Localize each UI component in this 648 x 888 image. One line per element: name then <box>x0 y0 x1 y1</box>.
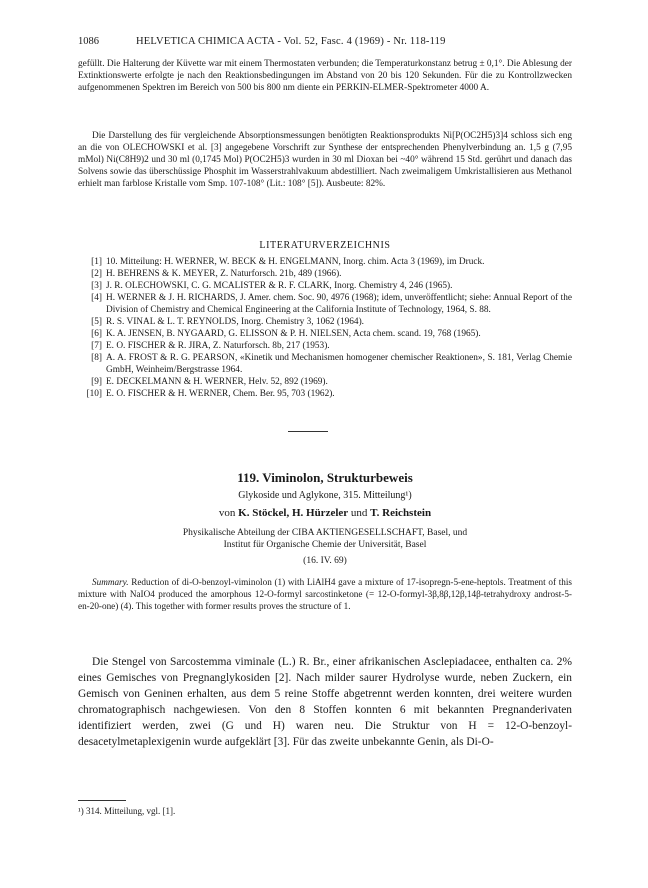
summary-label: Summary. <box>92 577 129 587</box>
reference-list <box>78 256 572 400</box>
article-title: 119. Viminolon, Strukturbeweis <box>237 470 413 485</box>
reference-text: J. R. OLECHOWSKI, C. G. MCALISTER & R. F. CLARK, Inorg. Chemistry 4, 246 (1965). <box>106 281 453 291</box>
reference-text: 10. Mitteilung: H. WERNER, W. BECK & H. ENGELMANN, Inorg. chim. Acta 3 (1969), im Druck. <box>106 257 485 267</box>
summary-text: Reduction of di-O-benzoyl-viminolon (1) with LiAlH4 gave a mixture of 17-isopregn-5-ene-heptols. Treatment of this mixture with NaIO4 produced the amorphous 12-O-formyl sarcostinketone (= 12-O-formyl-3β,8β,12β,14β-tetrahydroxy androst-5-en-20-one) (4). This together with former results proves the structure of 1. <box>78 577 572 611</box>
affiliation-line: Institut für Organische Chemie der Universität, Basel <box>223 540 427 550</box>
reference-item <box>78 340 572 352</box>
reference-item <box>78 256 572 268</box>
article-subtitle: Glykoside und Aglykone, 315. Mitteilung¹) <box>238 490 412 501</box>
summary <box>78 576 572 612</box>
reference-number: [4] <box>91 293 102 303</box>
page-number: 1086 <box>78 36 99 47</box>
reference-text: H. WERNER & J. H. RICHARDS, J. Amer. chem. Soc. 90, 4976 (1968); idem, unveröffentlicht; siehe: Annual Report of the Division of Chemistry and Chemical Engineering at the California Institute of Technology, 1964, S. 88. <box>106 293 572 315</box>
reference-item <box>78 328 572 340</box>
reference-number: [2] <box>91 269 102 279</box>
reference-text: H. BEHRENS & K. MEYER, Z. Naturforsch. 21b, 489 (1966). <box>106 269 342 279</box>
reference-text: A. A. FROST & R. G. PEARSON, «Kinetik und Mechanismen homogener chemischer Reaktionen», S. 181, Verlag Chemie GmbH, Weinheim/Bergstrasse 1964. <box>106 353 572 375</box>
reference-item <box>78 268 572 280</box>
reference-number: [1] <box>91 257 102 267</box>
received-date: (16. IV. 69) <box>303 556 347 566</box>
author-name: T. Reichstein <box>370 507 432 519</box>
footnote: ¹) 314. Mitteilung, vgl. [1]. <box>78 806 176 816</box>
reference-number: [3] <box>91 281 102 291</box>
reference-number: [10] <box>86 389 102 399</box>
reference-number: [8] <box>91 353 102 363</box>
reference-number: [5] <box>91 317 102 327</box>
paragraph-experimental-1: gefüllt. Die Halterung der Küvette war mit einem Thermostaten verbunden; die Temperaturkonstanz betrug ± 0,1°. Die Ablesung der Extinktionswerte erfolgte je nach den Reaktionsbedingungen im Abstand von 20 bis 120 Sekunden. Für die zu Kontrollzwecken aufgenommenen Spektren im Bereich von 500 bis 800 nm diente ein PERKIN-ELMER-Spektrometer 4000 A. <box>78 59 572 93</box>
reference-number: [6] <box>91 329 102 339</box>
reference-number: [7] <box>91 341 102 351</box>
reference-text: R. S. VINAL & L. T. REYNOLDS, Inorg. Chemistry 3, 1062 (1964). <box>106 317 364 327</box>
reference-text: E. O. FISCHER & H. WERNER, Chem. Ber. 95, 703 (1962). <box>106 389 335 399</box>
reference-item <box>78 280 572 292</box>
reference-item <box>78 388 572 400</box>
running-title: HELVETICA CHIMICA ACTA - Vol. 52, Fasc. 4 (1969) - Nr. 118-119 <box>136 36 446 47</box>
literature-heading: LITERATURVERZEICHNIS <box>259 240 391 251</box>
author-line <box>78 507 572 519</box>
reference-item <box>78 376 572 388</box>
paragraph-experimental-2: Die Darstellung des für vergleichende Absorptionsmessungen benötigten Reaktionsprodukts Ni[P(OC2H5)3]4 schloss sich eng an die von OLECHOWSKI et al. [3] angegebene Vorschrift zur Synthese der entsprechenden Phenylverbindung an. 1,5 g (7,95 mMol) Ni(C8H9)2 und 30 ml (0,1745 Mol) P(OC2H5)3 wurden in 30 ml Dioxan bei ~40° während 15 Std. gerührt und danach das Solvens sowie das überschüssige Phosphit im Wasserstrahlvakuum abdestilliert. Nach zweimaligem Umkristallisieren aus Methanol erhielt man farblose Kristalle vom Smp. 107-108° (Lit.: 108° [5]). Ausbeute: 82%. <box>78 131 572 189</box>
reference-item <box>78 352 572 376</box>
reference-text: K. A. JENSEN, B. NYGAARD, G. ELISSON & P. H. NIELSEN, Acta chem. scand. 19, 768 (1965). <box>106 329 481 339</box>
author-name: K. Stöckel, <box>238 507 290 519</box>
body-paragraph: Die Stengel von Sarcostemma viminale (L.) R. Br., einer afrikanischen Asclepiadacee, enthalten ca. 2% eines Gemisches von Pregnanglykosiden [2]. Nach milder saurer Hydrolyse wurde, neben Zuckern, ein Gemisch von Geninen erhalten, aus dem 5 reine Stoffe abgetrennt werden konnten, drei weitere wurden chromatographisch nachgewiesen. Von den 8 Stoffen konnten 6 mit bekannten Pregnanderivaten identifiziert werden, zwei (G und H) waren neu. Die Struktur von H = 12-O-benzoyl-desacetylmetaplexigenin wurde aufgeklärt [3]. Für das zweite unbekannte Genin, als Di-O- <box>78 656 572 748</box>
reference-text: E. DECKELMANN & H. WERNER, Helv. 52, 892 (1969). <box>106 377 328 387</box>
affiliation-line: Physikalische Abteilung der CIBA AKTIENGESELLSCHAFT, Basel, und <box>182 528 468 538</box>
reference-item <box>78 316 572 328</box>
authors-and: und <box>350 507 368 519</box>
running-header <box>78 36 572 50</box>
affiliation <box>78 527 572 551</box>
authors-prefix: von <box>218 507 236 519</box>
section-divider <box>288 431 328 432</box>
reference-text: E. O. FISCHER & R. JIRA, Z. Naturforsch. 8b, 217 (1953). <box>106 341 330 351</box>
reference-item <box>78 292 572 316</box>
footnote-divider <box>78 800 126 801</box>
author-name: H. Hürzeler <box>291 507 349 519</box>
reference-number: [9] <box>91 377 102 387</box>
